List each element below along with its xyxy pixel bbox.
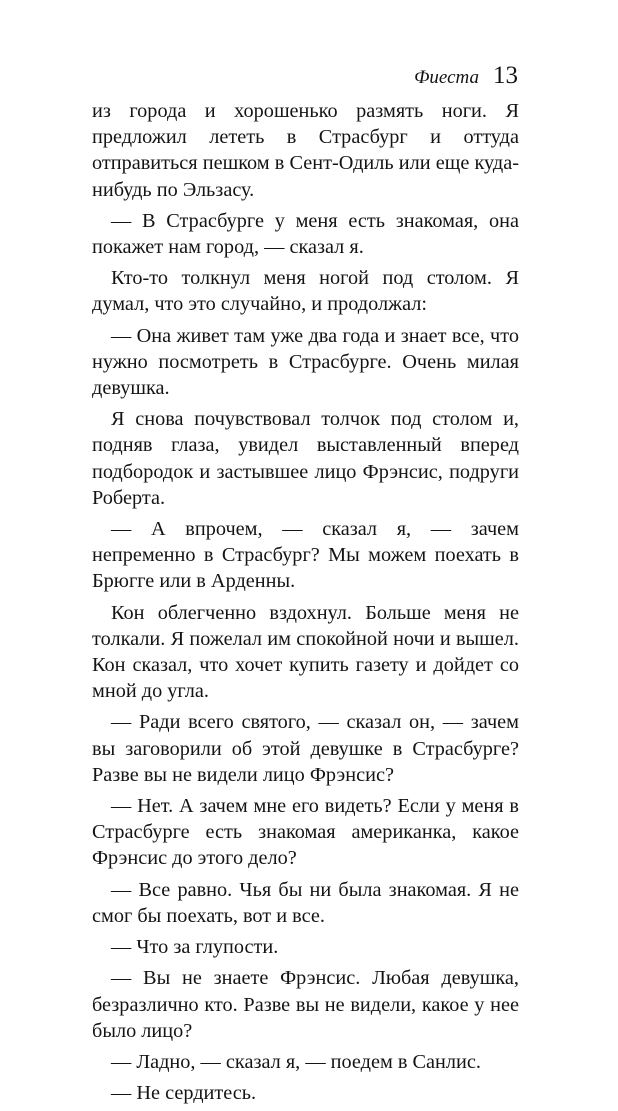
- paragraph-continuation: из города и хорошенько размять ноги. Я предложил лететь в Страсбург и оттуда отправиться пешком в Сент-Одиль или еще куда-нибудь по Эльзасу.: [92, 100, 519, 201]
- running-title: Фиеста: [414, 67, 479, 88]
- paragraph: — Ради всего святого, — сказал он, — зачем вы заговорили об этой девушке в Страсбурге? Разве вы не видели лицо Фрэнсис?: [92, 711, 519, 786]
- paragraph: — Что за глупости.: [111, 936, 279, 959]
- running-head: [414, 62, 518, 90]
- paragraph: — Вы не знаете Фрэнсис. Любая девушка, безразлично кто. Разве вы не видели, какое у нее было лицо?: [92, 967, 519, 1042]
- paragraph: — А впрочем, — сказал я, — зачем непременно в Страсбург? Мы можем поехать в Брюгге или в Арденны.: [92, 518, 519, 593]
- paragraph: Я снова почувствовал толчок под столом и, подняв глаза, увидел выставленный вперед подбородок и застывшее лицо Фрэнсис, подруги Роберта.: [92, 408, 519, 509]
- paragraph: Кон облегченно вздохнул. Больше меня не толкали. Я пожелал им спокойной ночи и вышел. Кон сказал, что хочет купить газету и дойдет со мной до угла.: [92, 601, 519, 703]
- paragraph: — Она живет там уже два года и знает все, что нужно посмотреть в Страсбурге. Очень милая девушка.: [92, 324, 519, 400]
- paragraph: — Все равно. Чья бы ни была знакомая. Я не смог бы поехать, вот и все.: [92, 878, 519, 927]
- paragraph: Кто-то толкнул меня ногой под столом. Я думал, что это случайно, и продолжал:: [92, 267, 519, 316]
- paragraph: — Нет. А зачем мне его видеть? Если у меня в Страсбурге есть знакомая американка, какое Фрэнсис до этого дело?: [92, 795, 519, 870]
- paragraph: — Ладно, — сказал я, — поедем в Санлис.: [111, 1050, 481, 1073]
- paragraph: — Не сердитесь.: [111, 1082, 257, 1105]
- page-number: 13: [493, 62, 518, 89]
- text-body: [92, 98, 519, 1111]
- paragraph: — В Страсбурге у меня есть знакомая, она покажет нам город, — сказал я.: [92, 209, 519, 259]
